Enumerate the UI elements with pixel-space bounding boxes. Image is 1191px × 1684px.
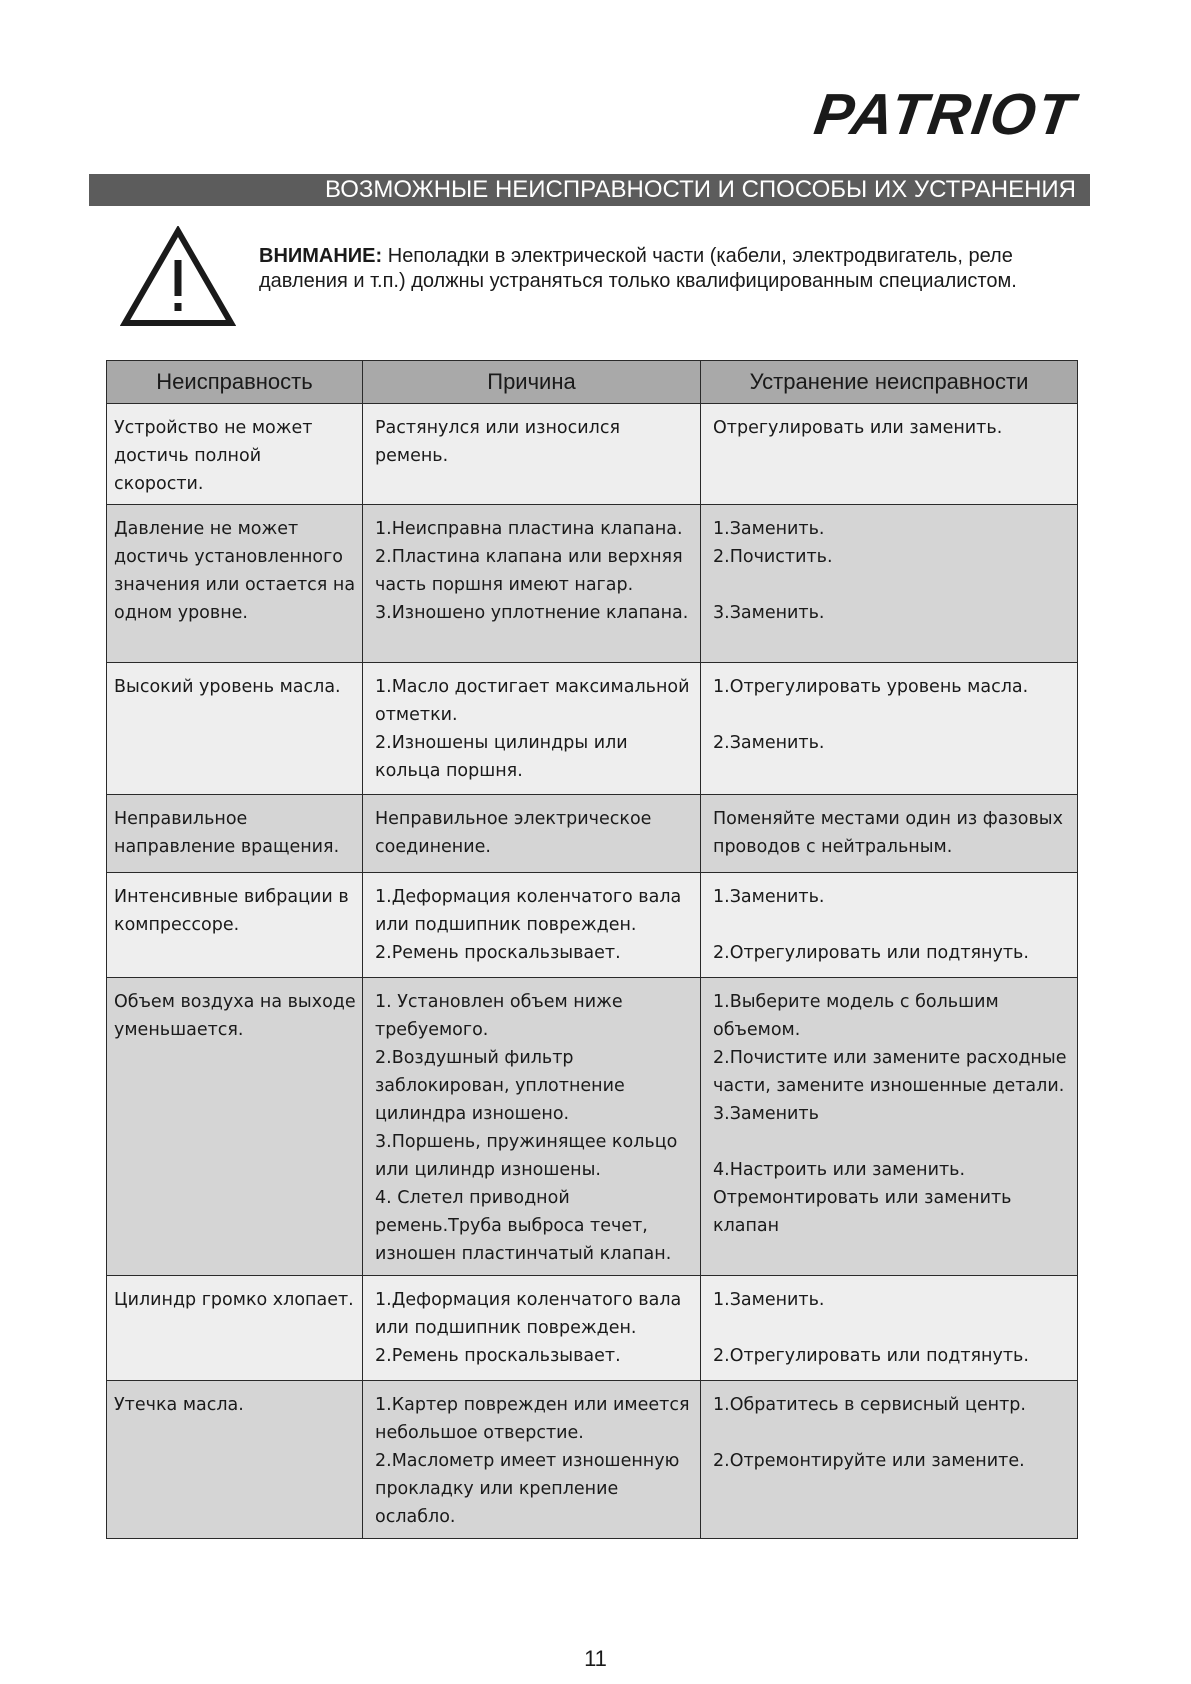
warning-notice <box>259 244 1089 294</box>
header-fix: Устранение неисправности <box>701 361 1078 404</box>
fault-cell: Цилиндр громко хлопает. <box>107 1276 363 1381</box>
cause-cell: Растянулся или износился ремень. <box>363 404 701 505</box>
fix-cell: 1.Заменить. 2.Отрегулировать или подтянуть. <box>701 873 1078 978</box>
troubleshooting-table <box>106 360 1078 1539</box>
table-row <box>107 978 1078 1276</box>
cause-cell: 1.Деформация коленчатого вала или подшипник поврежден. 2.Ремень проскальзывает. <box>363 873 701 978</box>
fault-cell: Устройство не может достичь полной скорости. <box>107 404 363 505</box>
fix-cell: 1.Отрегулировать уровень масла. 2.Заменить. <box>701 663 1078 795</box>
fault-cell: Неправильное направление вращения. <box>107 795 363 873</box>
warning-label: ВНИМАНИЕ: <box>259 245 383 267</box>
table-row <box>107 1381 1078 1539</box>
table-row <box>107 1276 1078 1381</box>
fault-cell: Утечка масла. <box>107 1381 363 1539</box>
fix-cell: Поменяйте местами один из фазовых проводов с нейтральным. <box>701 795 1078 873</box>
fault-cell: Давление не может достичь установленного значения или остается на одном уровне. <box>107 505 363 663</box>
cause-cell: 1.Деформация коленчатого вала или подшипник поврежден. 2.Ремень проскальзывает. <box>363 1276 701 1381</box>
fix-cell: Отрегулировать или заменить. <box>701 404 1078 505</box>
cause-cell: 1.Масло достигает максимальной отметки. 2.Изношены цилиндры или кольца поршня. <box>363 663 701 795</box>
table-row <box>107 505 1078 663</box>
section-title: ВОЗМОЖНЫЕ НЕИСПРАВНОСТИ И СПОСОБЫ ИХ УСТРАНЕНИЯ <box>89 174 1090 206</box>
cause-cell: 1.Неисправна пластина клапана. 2.Пластина клапана или верхняя часть поршня имеют нагар. 3.Изношено уплотнение клапана. <box>363 505 701 663</box>
fix-cell: 1.Заменить. 2.Отрегулировать или подтянуть. <box>701 1276 1078 1381</box>
page-number: 11 <box>584 1646 607 1671</box>
fault-cell: Интенсивные вибрации в компрессоре. <box>107 873 363 978</box>
brand-logo: PATRIOT <box>810 82 1080 147</box>
cause-cell: 1. Установлен объем ниже требуемого. 2.Воздушный фильтр заблокирован, уплотнение цилиндра изношено. 3.Поршень, пружинящее кольцо или цилиндр изношены. 4. Слетел приводной ремень.Труба выброса течет, изношен пластинчатый клапан. <box>363 978 701 1276</box>
fault-cell: Объем воздуха на выходе уменьшается. <box>107 978 363 1276</box>
table-row <box>107 795 1078 873</box>
warning-triangle-icon <box>120 226 236 328</box>
table-header-row <box>107 361 1078 404</box>
header-cause: Причина <box>363 361 701 404</box>
cause-cell: Неправильное электрическое соединение. <box>363 795 701 873</box>
table-row <box>107 663 1078 795</box>
fault-cell: Высокий уровень масла. <box>107 663 363 795</box>
warning-text: Неполадки в электрической части (кабели, электродвигатель, реле давления и т.п.) должны устраняться только квалифицированным специалистом. <box>259 245 1017 292</box>
table-row <box>107 873 1078 978</box>
fix-cell: 1.Заменить. 2.Почистить. 3.Заменить. <box>701 505 1078 663</box>
fix-cell: 1.Выберите модель с большим объемом. 2.Почистите или замените расходные части, замените изношенные детали. 3.Заменить 4.Настроить или заменить. Отремонтировать или заменить клапан <box>701 978 1078 1276</box>
table-row <box>107 404 1078 505</box>
fix-cell: 1.Обратитесь в сервисный центр. 2.Отремонтируйте или замените. <box>701 1381 1078 1539</box>
header-fault: Неисправность <box>107 361 363 404</box>
cause-cell: 1.Картер поврежден или имеется небольшое отверстие. 2.Маслометр имеет изношенную прокладку или крепление ослабло. <box>363 1381 701 1539</box>
